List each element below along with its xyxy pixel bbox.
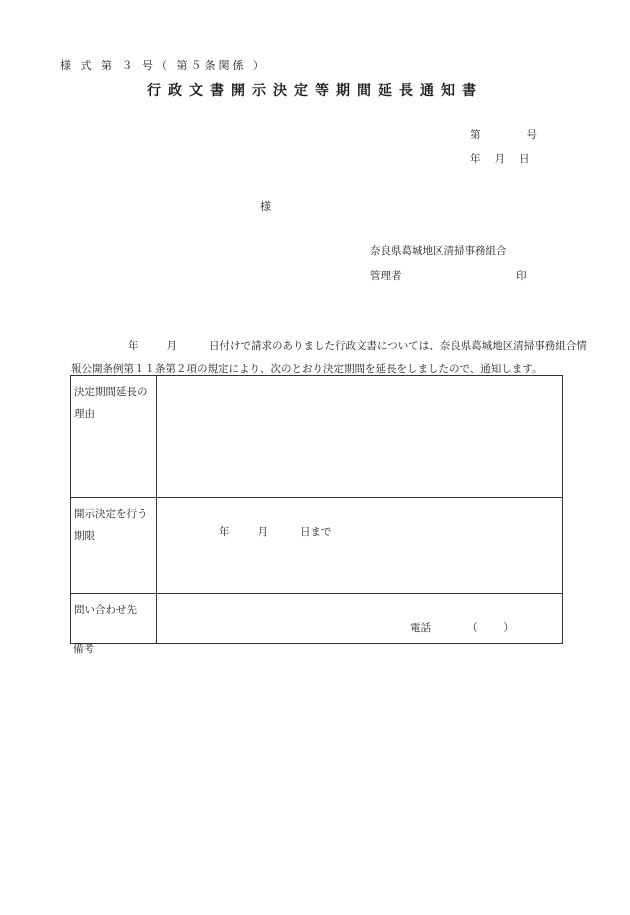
addressee-honorific: 様 <box>260 200 271 213</box>
doc-date-year: 年 <box>470 153 481 165</box>
doc-date-month: 月 <box>494 153 505 165</box>
table-row-reason <box>71 376 563 498</box>
tel-open-paren: （ <box>467 622 478 634</box>
body-date-year: 年 <box>128 340 139 352</box>
deadline-month: 月 <box>257 526 268 538</box>
deadline-field[interactable] <box>157 498 563 594</box>
seal-mark: 印 <box>516 270 527 282</box>
doc-number-suffix: 号 <box>526 129 537 141</box>
deadline-date <box>219 524 332 539</box>
deadline-label: 開示決定を行う 期限 <box>71 498 157 594</box>
sender-admin-label: 管理者 <box>370 270 402 282</box>
doc-date-day: 日 <box>519 153 530 165</box>
remarks-label: 備考 <box>73 643 94 655</box>
deadline-year: 年 <box>219 526 230 538</box>
reason-label: 決定期間延長の 理由 <box>71 376 157 498</box>
document-number <box>470 127 537 142</box>
body-paragraph-line1 <box>128 338 587 353</box>
form-number: 様 式 第 ３ 号（ 第５条関係 ） <box>60 59 267 72</box>
tel-close-paren: ） <box>503 622 514 634</box>
body-paragraph-line2: 報公開条例第１１条第２項の規定により、次のとおり決定期間を延長をしましたので、通知します。 <box>71 363 543 375</box>
sender-organization: 奈良県葛城地区清掃事務組合 <box>370 245 507 257</box>
contact-label: 問い合わせ先 <box>71 594 157 644</box>
contact-telephone <box>410 620 514 635</box>
document-date <box>470 151 530 166</box>
reason-field[interactable] <box>157 376 563 498</box>
body-line1-text: 日付けで請求のありました行政文書については、奈良県葛城地区清掃事務組合情 <box>209 340 587 352</box>
deadline-day-until: 日まで <box>300 526 332 538</box>
notice-table <box>70 375 563 644</box>
doc-number-prefix: 第 <box>470 129 481 141</box>
body-date-month: 月 <box>166 340 177 352</box>
table-row-contact <box>71 594 563 644</box>
contact-field[interactable] <box>157 594 563 644</box>
tel-label: 電話 <box>410 622 431 634</box>
page-title: 行政文書開示決定等期間延長通知書 <box>147 83 483 99</box>
table-row-deadline <box>71 498 563 594</box>
